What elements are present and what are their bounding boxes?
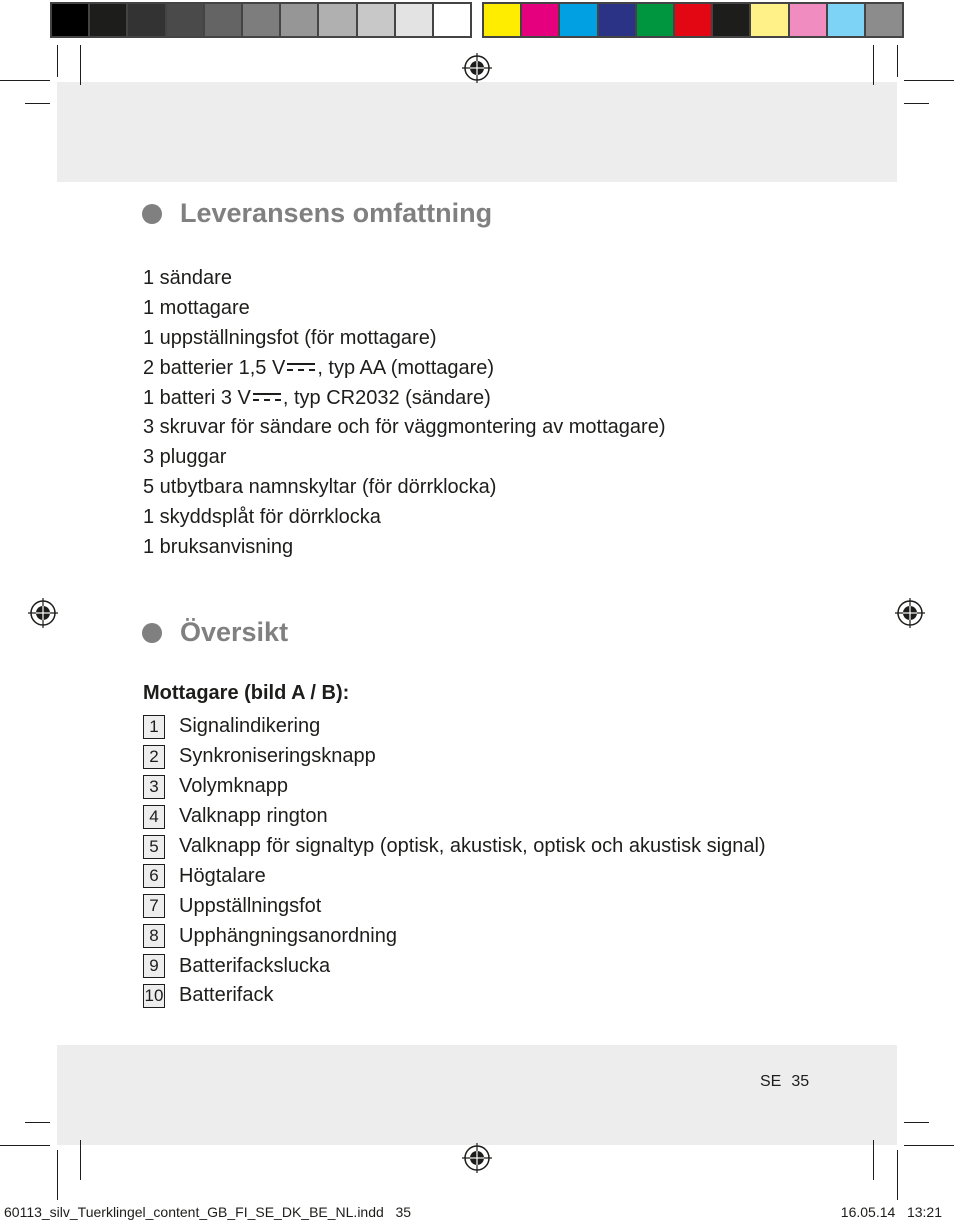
delivery-contents-list [143, 264, 665, 563]
date-slug: 16.05.14 13:21 [840, 1204, 942, 1220]
list-item: 1 mottagare [143, 296, 250, 319]
crop-mark [57, 1150, 58, 1200]
part-label: Upphängningsanordning [179, 924, 397, 947]
part-label: Volymknapp [179, 775, 288, 798]
color-swatch [675, 4, 713, 36]
part-item [143, 742, 766, 772]
header-band [57, 82, 897, 182]
registration-mark-icon [895, 598, 925, 628]
crop-mark [904, 80, 954, 81]
color-swatch [205, 4, 243, 36]
part-label: Högtalare [179, 864, 266, 887]
list-item: 1 skyddsplåt för dörrklocka [143, 506, 381, 529]
part-number: 4 [143, 805, 165, 829]
list-item: 1 sändare [143, 267, 232, 289]
section-title: Översikt [180, 617, 289, 647]
crop-mark [80, 45, 81, 85]
color-swatch [866, 4, 902, 36]
crop-mark [873, 1140, 874, 1180]
direct-current-icon [253, 393, 281, 403]
list-item: 3 pluggar [143, 446, 227, 469]
color-swatch [128, 4, 166, 36]
list-item: 3 skruvar för sändare och för väggmontering av mottagare) [143, 416, 666, 439]
color-swatch [434, 4, 470, 36]
part-item [143, 891, 766, 921]
list-item: 5 utbytbara namnskyltar (för dörrklocka) [143, 476, 497, 499]
part-item [143, 921, 766, 951]
list-item: 1 uppställningsfot (för mottagare) [143, 326, 437, 349]
file-slug: 60113_silv_Tuerklingel_content_GB_FI_SE_DK_BE_NL.indd 35 [4, 1204, 412, 1220]
section-heading-contents [142, 198, 492, 229]
registration-mark-icon [28, 598, 58, 628]
crop-mark [57, 45, 58, 77]
color-swatch [167, 4, 205, 36]
color-swatch [243, 4, 281, 36]
crop-mark [0, 80, 50, 81]
page-number [760, 1073, 809, 1091]
color-swatch [319, 4, 357, 36]
crop-mark [904, 1122, 929, 1123]
part-label: Valknapp för signaltyp (optisk, akustisk, optisk och akustisk signal) [179, 835, 766, 857]
direct-current-icon [287, 363, 315, 373]
crop-mark [873, 45, 874, 85]
part-number: 10 [143, 984, 165, 1008]
part-item [143, 861, 766, 891]
heading-bullet-icon [142, 204, 162, 224]
receiver-subheading: Mottagare (bild A / B): [143, 682, 350, 704]
crop-mark [904, 103, 929, 104]
part-number: 7 [143, 894, 165, 918]
color-swatch [396, 4, 434, 36]
color-swatch [90, 4, 128, 36]
receiver-parts-list [143, 712, 766, 1011]
list-item-text: , typ AA (mottagare) [317, 356, 495, 379]
part-label: Synkroniseringsknapp [179, 745, 376, 768]
crop-mark [0, 1145, 50, 1146]
color-swatch [637, 4, 675, 36]
crop-mark [897, 45, 898, 77]
process-color-bar [482, 2, 904, 38]
footer-band [57, 1045, 897, 1145]
part-item [143, 832, 766, 862]
part-number: 3 [143, 775, 165, 799]
list-item [143, 384, 665, 414]
color-swatch [790, 4, 828, 36]
color-swatch [52, 4, 90, 36]
color-swatch [281, 4, 319, 36]
part-label: Valknapp rington [179, 805, 328, 828]
part-item [143, 951, 766, 981]
color-swatch [560, 4, 598, 36]
part-item [143, 802, 766, 832]
part-number: 5 [143, 835, 165, 859]
crop-mark [25, 103, 50, 104]
part-number: 2 [143, 745, 165, 769]
crop-mark [25, 1122, 50, 1123]
part-number: 1 [143, 715, 165, 739]
language-code: SE [760, 1073, 782, 1090]
color-swatch [713, 4, 751, 36]
part-number: 9 [143, 954, 165, 978]
part-label: Uppställningsfot [179, 894, 322, 917]
crop-mark [80, 1140, 81, 1180]
color-swatch [599, 4, 637, 36]
part-number: 6 [143, 864, 165, 888]
color-swatch [358, 4, 396, 36]
section-heading-overview [142, 617, 288, 648]
part-item [143, 981, 766, 1011]
page-number-value: 35 [791, 1073, 810, 1090]
list-item-text: , typ CR2032 (sändare) [282, 386, 491, 409]
part-label: Batterifack [179, 984, 274, 1007]
color-swatch [484, 4, 522, 36]
registration-mark-icon [462, 1143, 492, 1173]
color-swatch [751, 4, 789, 36]
crop-mark [904, 1145, 954, 1146]
part-label: Signalindikering [179, 715, 321, 738]
part-number: 8 [143, 924, 165, 948]
part-label: Batterifackslucka [179, 954, 331, 977]
registration-mark-icon [462, 53, 492, 83]
crop-mark [897, 1150, 898, 1200]
section-title: Leveransens omfattning [180, 198, 493, 228]
part-item [143, 712, 766, 742]
heading-bullet-icon [142, 623, 162, 643]
color-swatch [522, 4, 560, 36]
part-item [143, 772, 766, 802]
gray-color-bar [50, 2, 472, 38]
color-swatch [828, 4, 866, 36]
list-item: 1 bruksanvisning [143, 536, 294, 559]
list-item-text: 1 batteri 3 V [143, 386, 251, 409]
list-item [143, 354, 665, 384]
list-item-text: 2 batterier 1,5 V [143, 356, 286, 379]
